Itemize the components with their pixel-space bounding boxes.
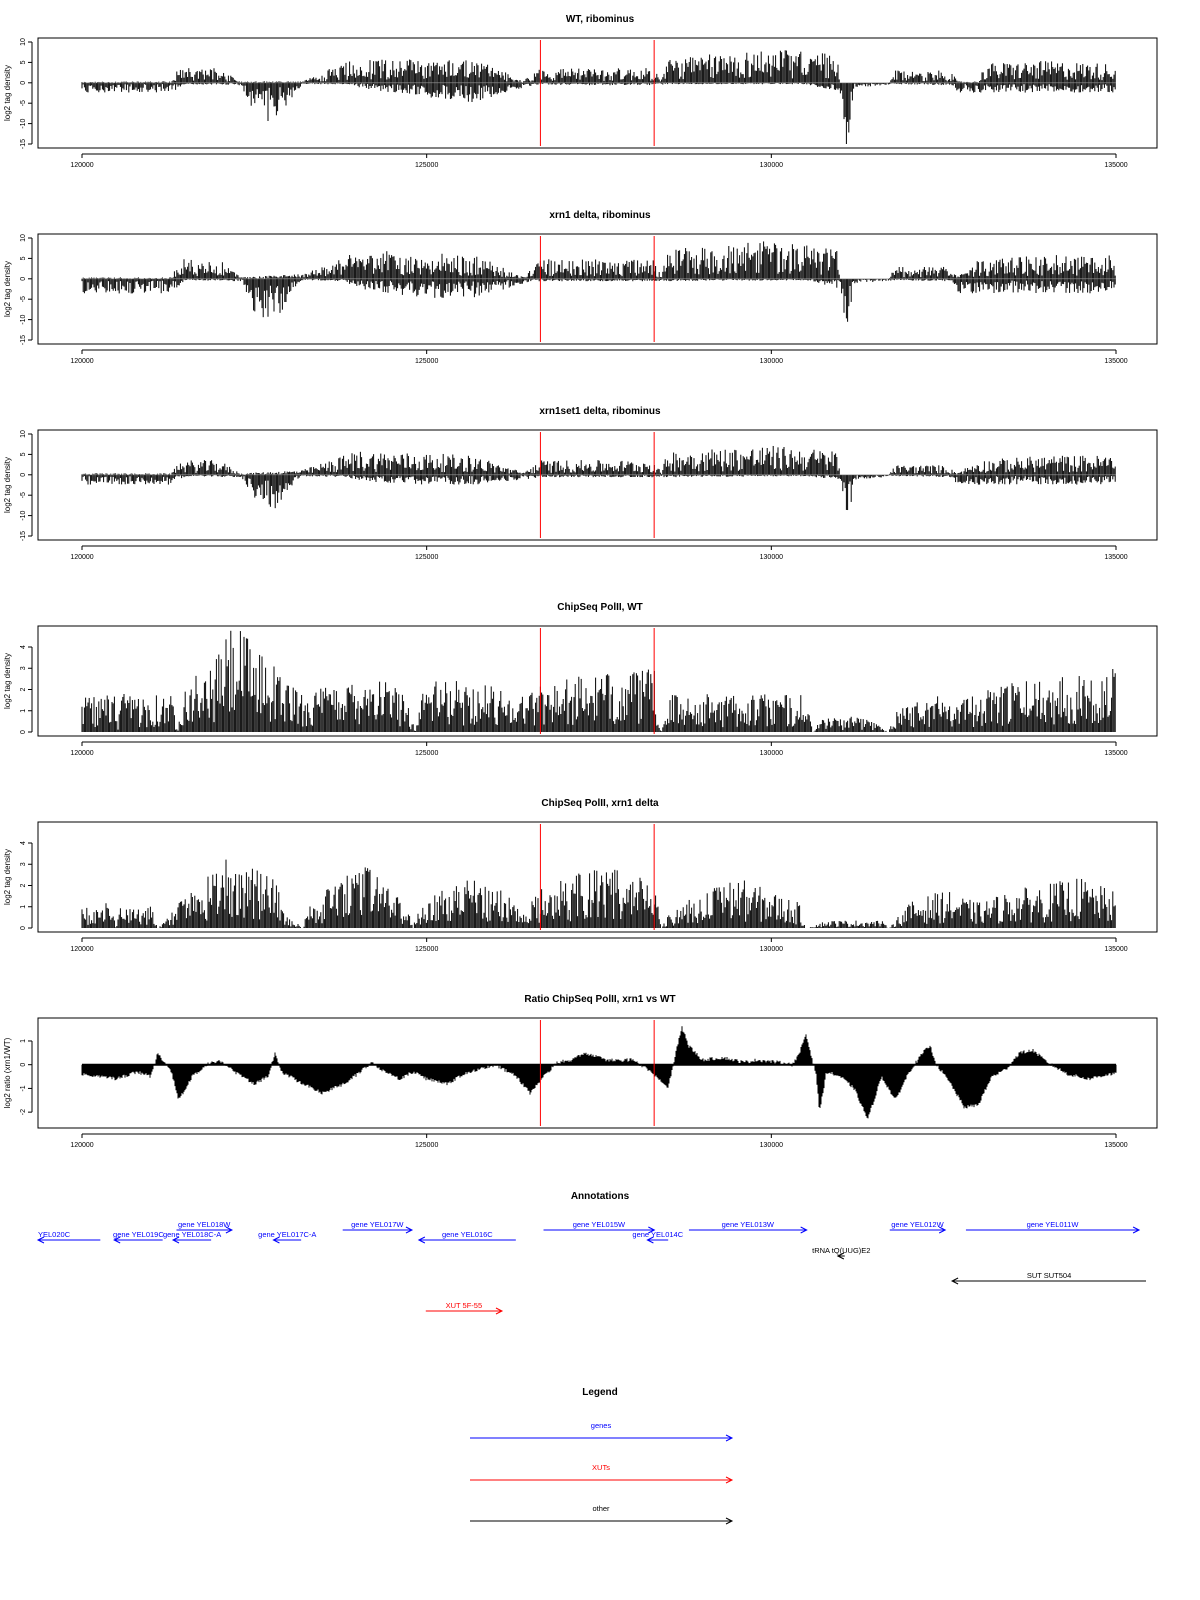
y-tick-label: 0 <box>20 80 27 85</box>
y-tick-label: 0 <box>20 276 27 281</box>
y-axis-label: log2 tag density <box>3 456 12 514</box>
y-tick-label: 10 <box>20 430 27 438</box>
data-bars <box>82 446 1116 510</box>
panel-title: xrn1set1 delta, ribominus <box>539 406 661 417</box>
x-tick-label: 130000 <box>759 554 784 561</box>
x-tick-label: 125000 <box>414 554 439 561</box>
y-tick-label: 10 <box>20 234 27 242</box>
panel-title: xrn1 delta, ribominus <box>549 210 651 221</box>
x-tick-label: 120000 <box>70 162 94 169</box>
y-tick-label: -5 <box>20 100 27 107</box>
y-axis-label: log2 tag density <box>3 64 12 122</box>
y-tick-label: 0 <box>20 472 27 477</box>
x-tick-label: 135000 <box>1104 554 1128 561</box>
x-tick-label: 130000 <box>759 358 784 365</box>
x-tick-label: 135000 <box>1104 358 1128 365</box>
y-tick-label: -15 <box>20 530 27 542</box>
y-tick-label: -10 <box>20 510 27 521</box>
y-tick-label: 5 <box>20 256 27 261</box>
x-tick-label: 120000 <box>70 554 94 561</box>
x-tick-label: 125000 <box>414 162 439 169</box>
plot-frame <box>38 430 1157 540</box>
y-tick-label: 10 <box>20 38 27 46</box>
x-tick-label: 125000 <box>414 358 439 365</box>
y-tick-label: 5 <box>20 60 27 65</box>
x-tick-label: 120000 <box>70 358 94 365</box>
chart-panel-3 <box>3 406 1157 561</box>
y-tick-label: -15 <box>20 334 27 346</box>
y-tick-label: -10 <box>20 314 27 325</box>
y-axis-label: log2 tag density <box>3 260 12 318</box>
x-tick-label: 130000 <box>759 162 784 169</box>
chart-panel-1 <box>3 14 1157 169</box>
plot-frame <box>38 234 1157 344</box>
y-tick-label: -15 <box>20 138 27 150</box>
x-tick-label: 135000 <box>1104 162 1128 169</box>
y-tick-label: -10 <box>20 118 27 129</box>
y-tick-label: 5 <box>20 452 27 457</box>
y-tick-label: -5 <box>20 492 27 499</box>
chart-panel-2 <box>3 210 1157 365</box>
y-tick-label: -5 <box>20 296 27 303</box>
panel-title: WT, ribominus <box>565 14 635 25</box>
plot-frame <box>38 38 1157 148</box>
data-bars <box>82 241 1116 321</box>
data-bars <box>82 50 1116 144</box>
